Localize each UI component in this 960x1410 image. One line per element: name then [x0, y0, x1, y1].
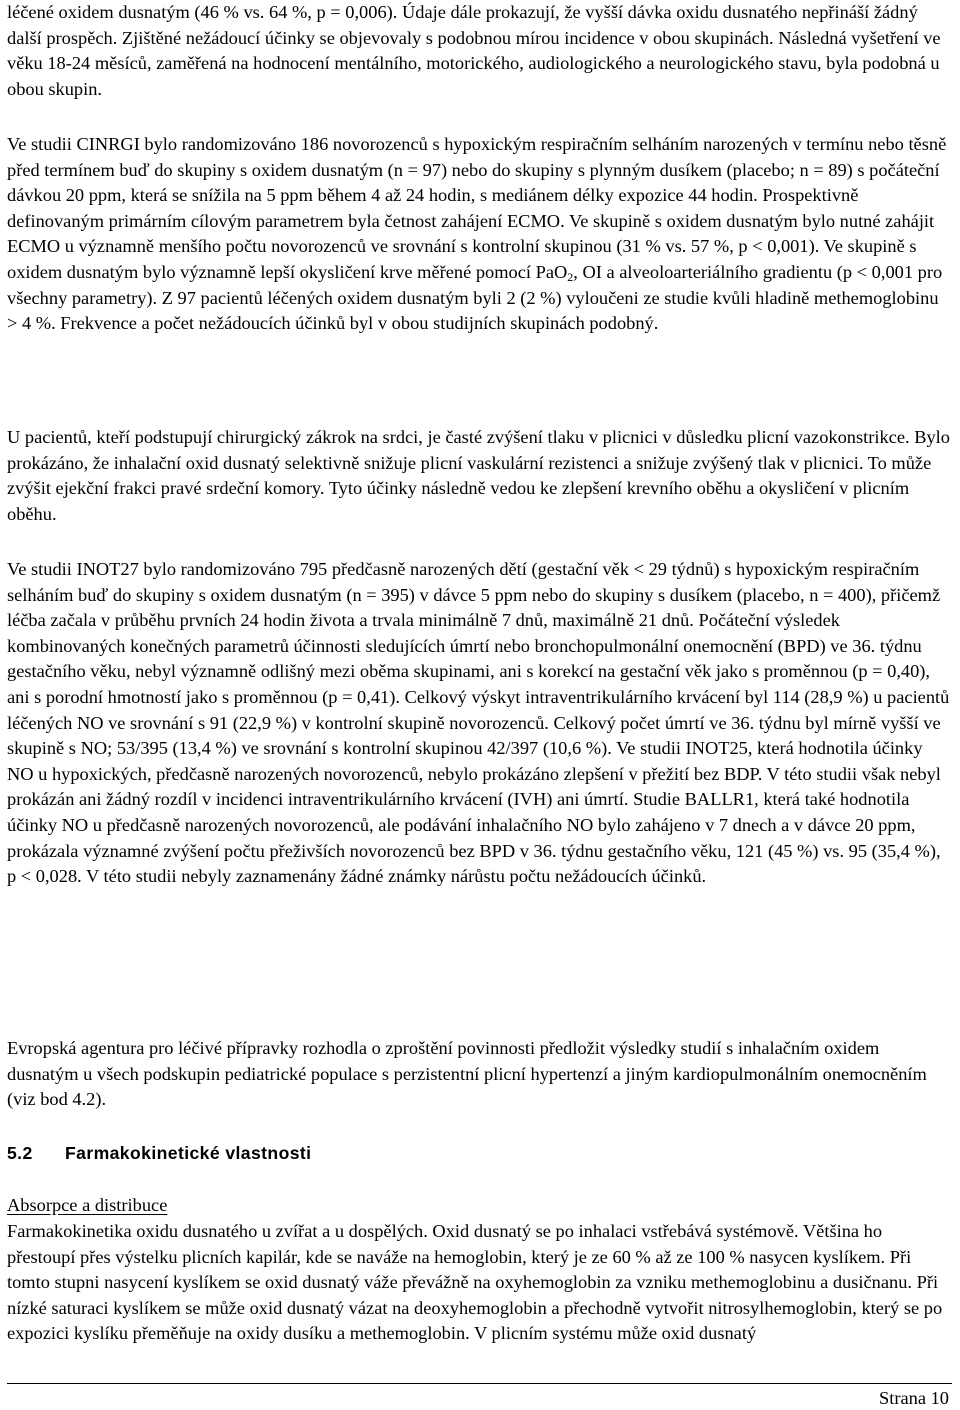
section-title: Farmakokinetické vlastnosti [65, 1143, 312, 1163]
pao2-subscript: 2 [567, 269, 574, 284]
paragraph-cinrgi-study [7, 132, 952, 337]
paragraph-study-results-continued: léčené oxidem dusnatým (46 % vs. 64 %, p = 0,006). Údaje dále prokazují, že vyšší dávka oxidu dusnatého nepřináší žádný další prospěch. Zjištěné nežádoucí účinky se objevovaly s podobnou mírou incidence v obou skupinách. Následná vyšetření ve věku 18-24 měsíců, zaměřená na hodnocení mentálního, motorického, audiologického a neurologického stavu, byla podobná u obou skupin. [7, 2, 941, 99]
section-number: 5.2 [7, 1143, 33, 1163]
cinrgi-text-part-1: Ve studii CINRGI bylo randomizováno 186 novorozenců s hypoxickým respiračním selháním narozených v termínu nebo těsně před termínem buď do skupiny s oxidem dusnatým (n = 97) nebo do skupiny s plynným dusíkem (placebo; n = 89) s počáteční dávkou 20 ppm, která se snížila na 5 ppm během 4 až 24 hodin, s mediánem délky expozice 44 hodin. Prospektivně definovaným primárním cílovým parametrem byla četnost zahájení ECMO. Ve skupině s oxidem dusnatým bylo nutné zahájit ECMO u významně menšího počtu novorozenců ve srovnání s kontrolní skupinou (31 % vs. 57 %, p < 0,001). Ve skupině s oxidem dusnatým bylo významně lepší okysličení krve měřené pomocí PaO [7, 134, 947, 282]
footer-divider [7, 1383, 952, 1384]
paragraph-cardiac-surgery: U pacientů, kteří podstupují chirurgický zákrok na srdci, je časté zvýšení tlaku v plicnici v důsledku plicní vazokonstrikce. Bylo prokázáno, že inhalační oxid dusnatý selektivně snižuje plicní vaskulární rezistenci a snižuje zvýšený tlak v plicnici. To může zvýšit ejekční frakci pravé srdeční komory. Tyto účinky následně vedou ke zlepšení krevního oběhu a okysličení v plicním oběhu. [7, 427, 950, 524]
page-number: Strana 10 [879, 1388, 949, 1408]
cinrgi-text-part-2: , OI a alveoloarteriálního gradientu (p < 0,001 pro všechny parametry). Z 97 pacientů léčených oxidem dusnatým byli 2 (2 %) vyloučeni ze studie kvůli hladině methemoglobinu > 4 %. Frekvence a počet nežádoucích účinků byl v obou studijních skupinách podobný. [7, 261, 943, 334]
paragraph-absorption-distribution: Farmakokinetika oxidu dusnatého u zvířat a u dospělých. Oxid dusnatý se po inhalaci vstřebává systémově. Většina ho přestoupí přes výstelku plicních kapilár, kde se naváže na hemoglobin, který je ze 60 % až ze 100 % nasycen kyslíkem. Při tomto stupni nasycení kyslíkem se oxid dusnatý váže převážně na oxyhemoglobin za vzniku methemoglobinu a dusičnanu. Při nízké saturaci kyslíkem se může oxid dusnatý vázat na deoxyhemoglobin a přechodně vytvořit nitrosylhemoglobin, který se po expozici kyslíku přeměňuje na oxidy dusíku a methemoglobin. V plicním systému může oxid dusnatý [7, 1221, 943, 1344]
paragraph-ema-waiver: Evropská agentura pro léčivé přípravky rozhodla o zproštění povinnosti předložit výsledky studií s inhalačním oxidem dusnatým u všech podskupin pediatrické populace s perzistentní plicní hypertenzí a jiným kardiopulmonálním onemocněním (viz bod 4.2). [7, 1038, 927, 1110]
section-heading [7, 1141, 311, 1165]
paragraph-inot27-study: Ve studii INOT27 bylo randomizováno 795 předčasně narozených dětí (gestační věk < 29 týdnů) s hypoxickým respiračním selháním buď do skupiny s oxidem dusnatým (n = 395) v dávce 5 ppm nebo do skupiny s dusíkem (placebo, n = 400), přičemž léčba začala v průběhu prvních 24 hodin života a trvala minimálně 7 dnů, maximálně 21 dnů. Počáteční výsledek kombinovaných konečných parametrů účinnosti sledujících úmrtí nebo bronchopulmonální onemocnění (BPD) ve 36. týdnu gestačního věku, nebyl významně odlišný mezi oběma skupinami, ani s korekcí na gestační věk jako s proměnnou (p = 0,40), ani s porodní hmotností jako s proměnnou (p = 0,41). Celkový výskyt intraventrikulárního krvácení byl 114 (28,9 %) u pacientů léčených NO ve srovnání s 91 (22,9 %) v kontrolní skupině novorozenců. Celkový počet úmrtí ve 36. týdnu byl mírně vyšší ve skupině s NO; 53/395 (13,4 %) ve srovnání s kontrolní skupinou 42/397 (10,6 %). Ve studii INOT25, která hodnotila účinky NO u hypoxických, předčasně narozených novorozenců, nebylo prokázáno zlepšení v přežití bez BDP. V této studii však nebyl prokázán ani žádný rozdíl v incidenci intraventrikulárního krvácení (IVH) ani úmrtí. Studie BALLR1, která také hodnotila účinky NO u předčasně narozených novorozenců, ale podávání inhalačního NO bylo zahájeno v 7 dnech a v dávce 20 ppm, prokázala významné zvýšení počtu přeživších novorozenců bez BPD v 36. týdnu gestačního věku, 121 (45 %) vs. 95 (35,4 %), p < 0,028. V této studii nebyly zaznamenány žádné známky nárůstu počtu nežádoucích účinků. [7, 559, 950, 887]
subsection-heading: Absorpce a distribuce [7, 1195, 168, 1215]
